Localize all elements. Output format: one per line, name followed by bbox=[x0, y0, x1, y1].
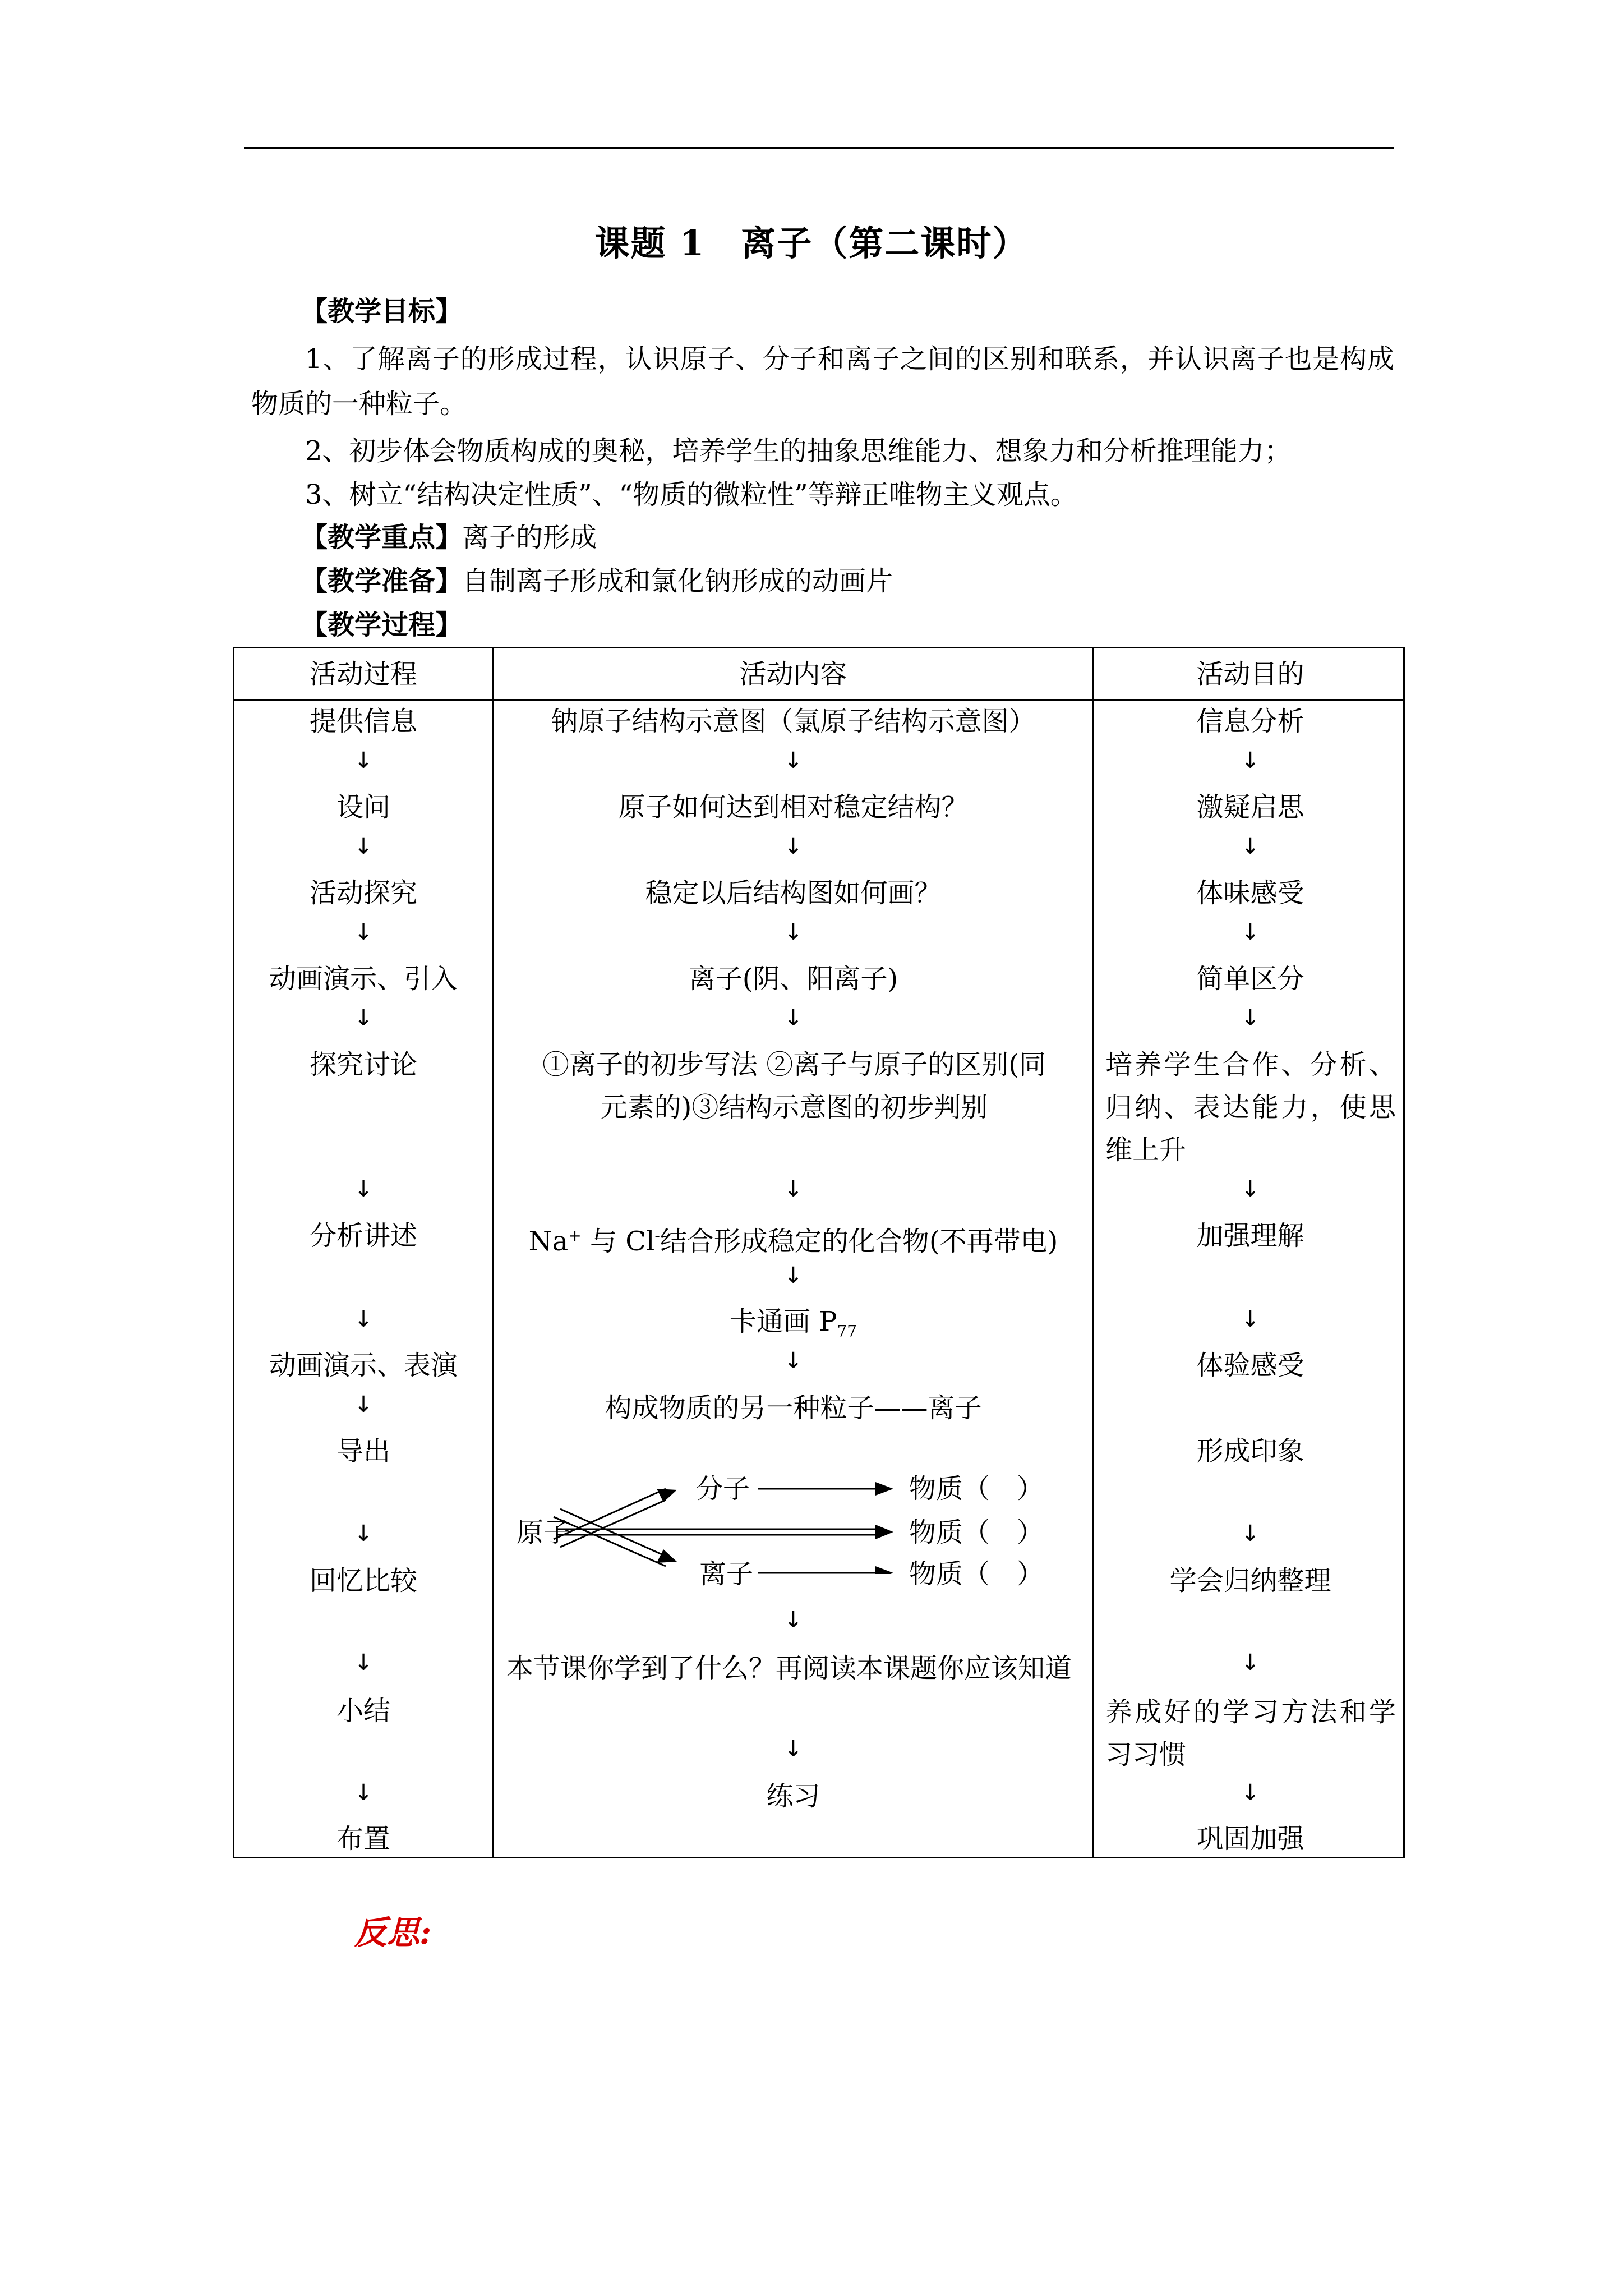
compound-text: 结合形成稳定的化合物(不再带电) bbox=[660, 1226, 1058, 1257]
purpose-item: 培养学生合作、分析、归纳、表达能力，使思维上升 bbox=[1105, 1049, 1396, 1166]
sodium-symbol: Na bbox=[528, 1226, 569, 1257]
process-step: 设问 bbox=[336, 792, 390, 823]
purpose-item: 加强理解 bbox=[1196, 1220, 1304, 1251]
purpose-item: 简单区分 bbox=[1196, 963, 1304, 995]
purpose-item: 形成印象 bbox=[1196, 1435, 1304, 1467]
content-item: 本节课你学到了什么？再阅读本课题你应该知道 bbox=[506, 1653, 1072, 1684]
down-arrow-icon: ↓ bbox=[1241, 1780, 1260, 1806]
process-step: 动画演示、表演 bbox=[269, 1350, 458, 1381]
page-number: 77 bbox=[837, 1322, 857, 1341]
down-arrow-icon: ↓ bbox=[783, 1348, 803, 1374]
process-step: 活动探究 bbox=[309, 877, 417, 909]
key-point-text: 离子的形成 bbox=[462, 522, 597, 553]
header-purpose: 活动目的 bbox=[1196, 659, 1304, 690]
header-process: 活动过程 bbox=[309, 659, 417, 690]
down-arrow-icon: ↓ bbox=[354, 1005, 373, 1031]
content-item: ①离子的初步写法 ②离子与原子的区别(同元素的)③结构示意图的初步判别 bbox=[542, 1049, 1046, 1123]
header-rule bbox=[244, 147, 1394, 149]
down-arrow-icon: ↓ bbox=[1241, 1306, 1260, 1332]
process-step: 分析讲述 bbox=[309, 1220, 417, 1251]
atom-label: 原子 bbox=[517, 1517, 571, 1548]
sodium-charge: + bbox=[568, 1226, 582, 1245]
down-arrow-icon: ↓ bbox=[354, 1650, 373, 1676]
chlorine-charge: - bbox=[654, 1226, 660, 1245]
purpose-item: 激疑启思 bbox=[1196, 792, 1304, 823]
reflection-label: 反思: bbox=[354, 1913, 432, 1952]
purpose-item: 体验感受 bbox=[1196, 1350, 1304, 1381]
ion-label: 离子 bbox=[699, 1558, 754, 1590]
prep-label: 【教学准备】 bbox=[301, 565, 463, 597]
content-item bbox=[494, 1305, 1092, 1349]
molecule-label: 分子 bbox=[696, 1473, 750, 1504]
content-item: 构成物质的另一种粒子——离子 bbox=[605, 1392, 982, 1424]
substance-label: 物质（ ） bbox=[909, 1473, 1044, 1504]
down-arrow-icon: ↓ bbox=[1241, 748, 1260, 774]
down-arrow-icon: ↓ bbox=[783, 1263, 803, 1289]
table-divider bbox=[234, 699, 1403, 701]
prep-text: 自制离子形成和氯化钠形成的动画片 bbox=[462, 565, 893, 597]
substance-label: 物质（ ） bbox=[909, 1558, 1044, 1590]
process-table bbox=[233, 647, 1405, 1858]
content-item: 原子如何达到相对稳定结构？ bbox=[618, 792, 969, 823]
down-arrow-icon: ↓ bbox=[1241, 1005, 1260, 1031]
objective-3: 3、树立“结构决定性质”、“物质的微粒性”等辩正唯物主义观点。 bbox=[305, 479, 1077, 510]
process-step: 探究讨论 bbox=[309, 1049, 417, 1080]
down-arrow-icon: ↓ bbox=[783, 1005, 803, 1031]
down-arrow-icon: ↓ bbox=[354, 1176, 373, 1202]
down-arrow-icon: ↓ bbox=[1241, 834, 1260, 859]
down-arrow-icon: ↓ bbox=[783, 834, 803, 859]
key-point-label: 【教学重点】 bbox=[301, 522, 463, 553]
page-title: 课题 1 离子（第二课时） bbox=[594, 223, 1029, 264]
process-step: 回忆比较 bbox=[309, 1565, 417, 1596]
purpose-item: 信息分析 bbox=[1196, 706, 1304, 737]
down-arrow-icon: ↓ bbox=[354, 1306, 373, 1332]
content-item: 钠原子结构示意图（氯原子结构示意图） bbox=[551, 706, 1036, 737]
substance-label: 物质（ ） bbox=[909, 1517, 1044, 1548]
down-arrow-icon: ↓ bbox=[1241, 1521, 1260, 1547]
down-arrow-icon: ↓ bbox=[783, 1607, 803, 1633]
process-heading: 【教学过程】 bbox=[301, 609, 463, 641]
table-divider bbox=[1092, 648, 1094, 1857]
objective-1: 1、了解离子的形成过程，认识原子、分子和离子之间的区别和联系，并认识离子也是构成物质的一种粒子。 bbox=[251, 343, 1394, 420]
down-arrow-icon: ↓ bbox=[783, 919, 803, 945]
objectives-heading: 【教学目标】 bbox=[301, 296, 463, 327]
process-step: 提供信息 bbox=[309, 706, 417, 737]
objective-2: 2、初步体会物质构成的奥秘，培养学生的抽象思维能力、想象力和分析推理能力； bbox=[305, 435, 1292, 467]
down-arrow-icon: ↓ bbox=[354, 919, 373, 945]
down-arrow-icon: ↓ bbox=[1241, 919, 1260, 945]
process-step: 动画演示、引入 bbox=[269, 963, 458, 995]
down-arrow-icon: ↓ bbox=[354, 1780, 373, 1806]
connector-text: 与 Cl bbox=[581, 1226, 655, 1257]
particle-diagram bbox=[494, 1423, 1092, 1590]
purpose-item: 巩固加强 bbox=[1196, 1823, 1304, 1855]
purpose-item: 养成好的学习方法和学习习惯 bbox=[1105, 1696, 1396, 1770]
key-point bbox=[301, 521, 597, 554]
down-arrow-icon: ↓ bbox=[354, 834, 373, 859]
down-arrow-icon: ↓ bbox=[354, 748, 373, 774]
process-step: 布置 bbox=[336, 1823, 390, 1855]
down-arrow-icon: ↓ bbox=[783, 1736, 803, 1762]
content-item: 稳定以后结构图如何画？ bbox=[645, 877, 942, 909]
down-arrow-icon: ↓ bbox=[354, 1521, 373, 1547]
content-item: 离子(阴、阳离子) bbox=[688, 963, 898, 995]
purpose-item: 学会归纳整理 bbox=[1169, 1565, 1331, 1596]
cartoon-text: 卡通画 P bbox=[729, 1306, 837, 1337]
down-arrow-icon: ↓ bbox=[354, 1392, 373, 1418]
purpose-item: 体味感受 bbox=[1196, 877, 1304, 909]
content-item: 练习 bbox=[766, 1780, 820, 1812]
content-item bbox=[494, 1219, 1092, 1258]
process-step: 导出 bbox=[336, 1435, 390, 1467]
process-step: 小结 bbox=[336, 1695, 390, 1727]
down-arrow-icon: ↓ bbox=[1241, 1176, 1260, 1202]
down-arrow-icon: ↓ bbox=[783, 1176, 803, 1202]
header-content: 活动内容 bbox=[739, 659, 847, 690]
preparation bbox=[301, 564, 893, 598]
down-arrow-icon: ↓ bbox=[1241, 1650, 1260, 1676]
down-arrow-icon: ↓ bbox=[783, 748, 803, 774]
